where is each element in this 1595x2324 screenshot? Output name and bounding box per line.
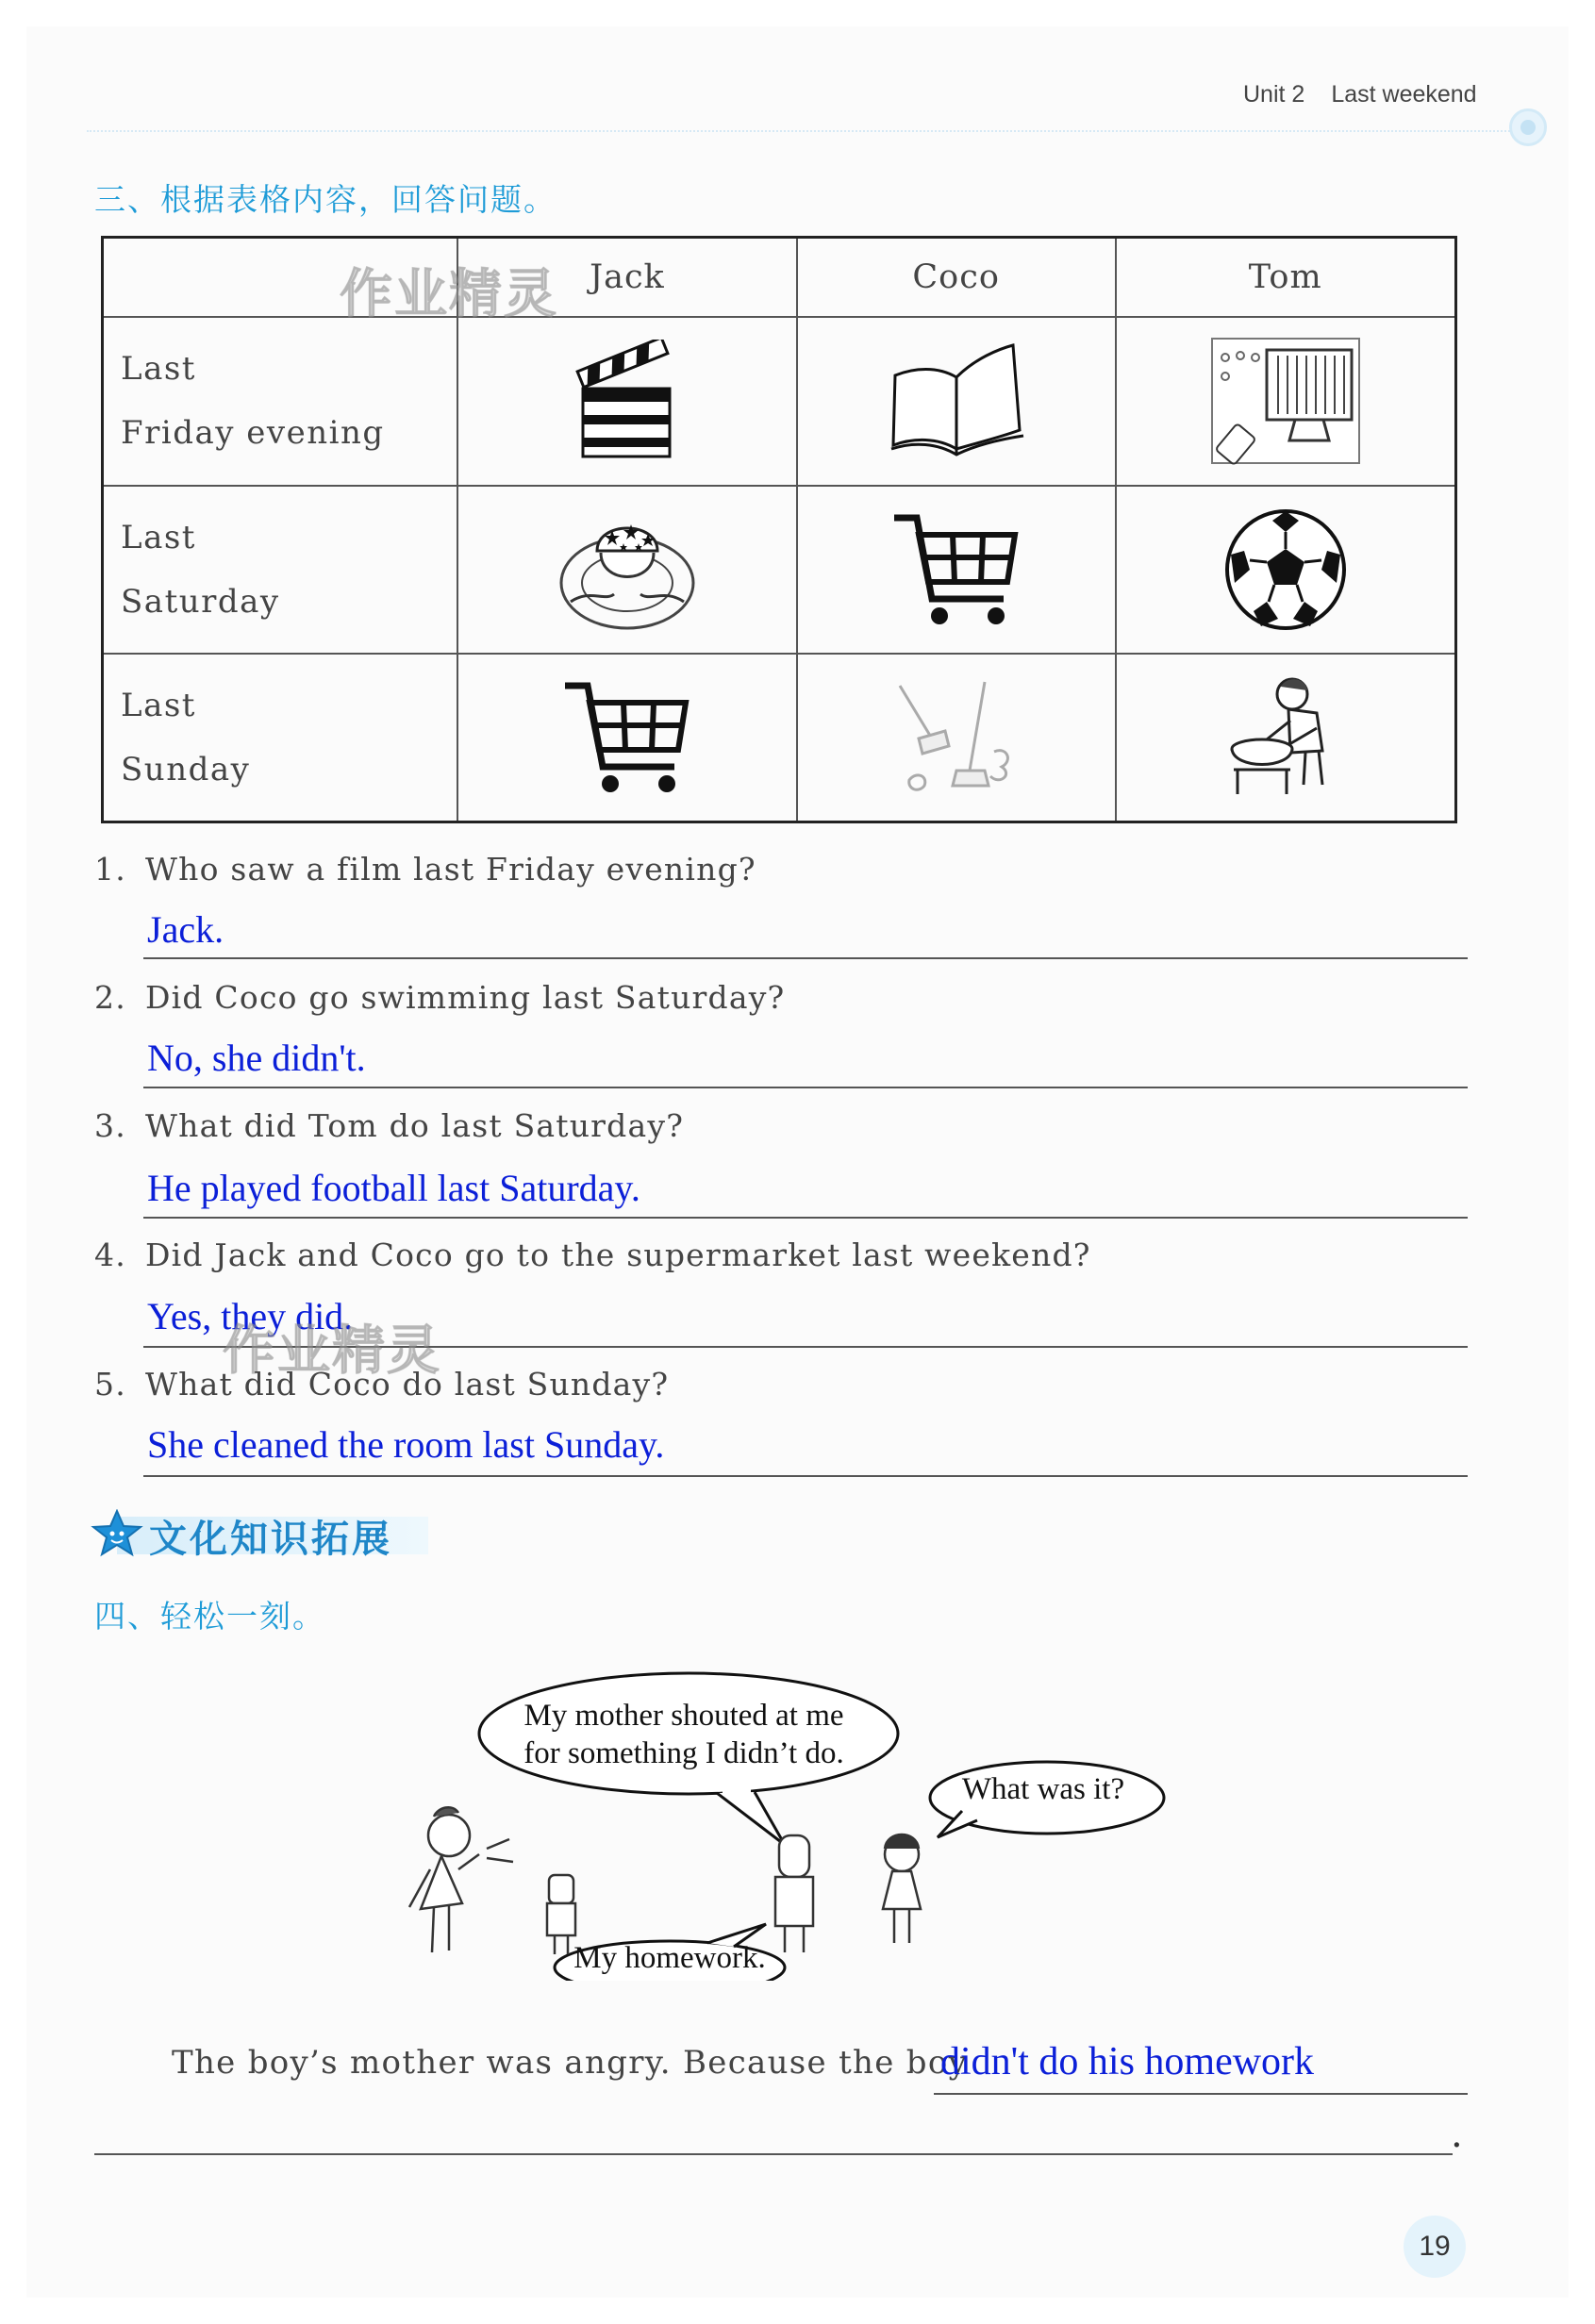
football-icon [1220,504,1352,636]
activity-table [101,236,1457,823]
friend-figure [883,1834,921,1943]
table-row [103,486,1456,654]
header-title: Last weekend [1331,81,1477,108]
column-header-coco: Coco [797,238,1116,318]
friend-bubble-text: What was it? [961,1772,1125,1806]
culture-banner [91,1509,426,1561]
watermark: 作业精灵 [340,264,558,325]
shopping-cart-icon [561,676,693,799]
answer-line [143,1087,1468,1088]
header-circle-icon [1509,108,1547,146]
sentence-period: . [1451,2113,1463,2156]
page-number: 19 [1404,2216,1466,2278]
table-row [103,317,1456,485]
shopping-cart-icon [890,508,1022,631]
swimming-icon [552,504,703,636]
header-divider [87,130,1520,132]
boy-figure [775,1835,813,1952]
column-header-tom: Tom [1116,238,1456,318]
completion-sentence: The boy’s mother was angry. Because the boy [172,2044,969,2082]
tv-icon [1210,335,1361,467]
question-4: 4. Did Jack and Coco go to the supermarket last weekend? [94,1237,1091,1273]
mother-figure [409,1807,513,1952]
table-row [103,654,1456,822]
column-header-jack: Jack [457,238,797,318]
cleaning-broom-icon [890,676,1022,799]
mother-bubble-text: My mother shouted at me for something I didn’t do. [523,1699,844,1770]
answer-2[interactable]: No, she didn't. [147,1037,366,1079]
washing-clothes-icon [1224,672,1347,804]
answer-line [143,1217,1468,1219]
star-icon [91,1509,143,1558]
section-4-title: 四、轻松一刻。 [94,1598,325,1635]
answer-line [143,1475,1468,1477]
answer-line [143,957,1468,959]
question-1: 1. Who saw a film last Friday evening? [94,851,756,888]
answer-5[interactable]: She cleaned the room last Sunday. [147,1423,665,1466]
row-label: Last Saturday [103,486,458,654]
answer-1[interactable]: Jack. [147,908,224,951]
row-label: Last Friday evening [103,317,458,485]
watermark: 作业精灵 [223,1320,441,1382]
question-5: 5. What did Coco do last Sunday? [94,1366,670,1403]
question-3: 3. What did Tom do last Saturday? [94,1107,685,1144]
answer-line [934,2093,1468,2095]
row-label: Last Sunday [103,654,458,822]
answer-3[interactable]: He played football last Saturday. [147,1167,640,1209]
book-icon [886,340,1027,462]
boy-bubble-text: My homework. [573,1941,766,1975]
question-2: 2. Did Coco go swimming last Saturday? [94,979,786,1016]
section-3-title: 三、根据表格内容，回答问题。 [94,181,557,218]
answer-4[interactable]: Yes, they did. [147,1295,354,1337]
film-clapperboard-icon [575,340,679,462]
answer-line [94,2153,1453,2155]
culture-banner-text: 文化知识拓展 [149,1518,392,1561]
header-unit: Unit 2 [1243,81,1305,108]
completion-answer[interactable]: didn't do his homework [940,2040,1315,2083]
page-header [1243,81,1477,108]
